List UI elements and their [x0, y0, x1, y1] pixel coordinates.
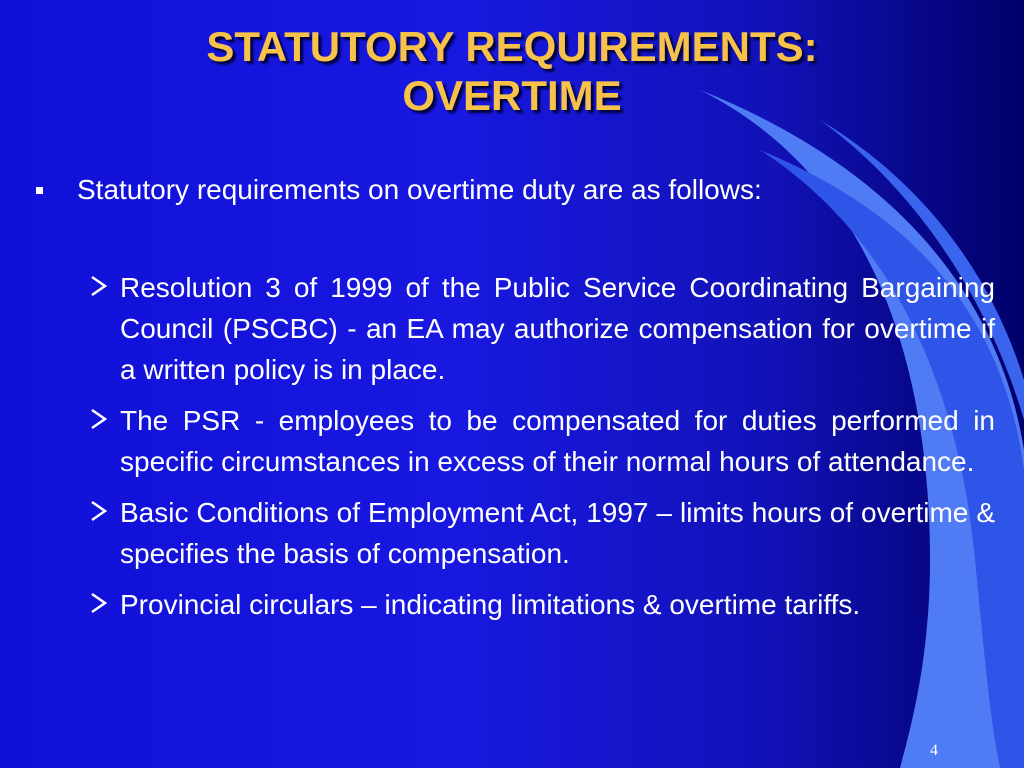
sub-bullet-item [90, 584, 995, 625]
sub-bullet-text: The PSR - employees to be compensated for duties performed in specific circumstances in excess of their normal hours of attendance. [120, 405, 995, 477]
arrow-bullet-icon [90, 592, 108, 614]
slide-title-line-1: STATUTORY REQUIREMENTS: [206, 23, 818, 70]
sub-bullet-text: Resolution 3 of 1999 of the Public Service Coordinating Bargaining Council (PSCBC) - an EA may authorize compensation for overtime if a written policy is in place. [120, 272, 995, 385]
main-bullet-text: Statutory requirements on overtime duty are as follows: [77, 174, 762, 205]
sub-bullet-item [90, 492, 995, 574]
slide-title-line-2: OVERTIME [402, 72, 622, 119]
sub-bullet-text: Basic Conditions of Employment Act, 1997 – limits hours of overtime & specifies the basis of compensation. [120, 497, 995, 569]
arrow-bullet-icon [90, 408, 108, 430]
square-bullet-icon [36, 187, 43, 194]
sub-bullet-text: Provincial circulars – indicating limitations & overtime tariffs. [120, 589, 861, 620]
page-number: 4 [930, 742, 938, 759]
sub-bullet-item [90, 400, 995, 482]
arrow-bullet-icon [90, 500, 108, 522]
sub-bullet-list [90, 267, 995, 635]
sub-bullet-item [90, 267, 995, 390]
arrow-bullet-icon [90, 275, 108, 297]
slide-title [40, 22, 984, 120]
